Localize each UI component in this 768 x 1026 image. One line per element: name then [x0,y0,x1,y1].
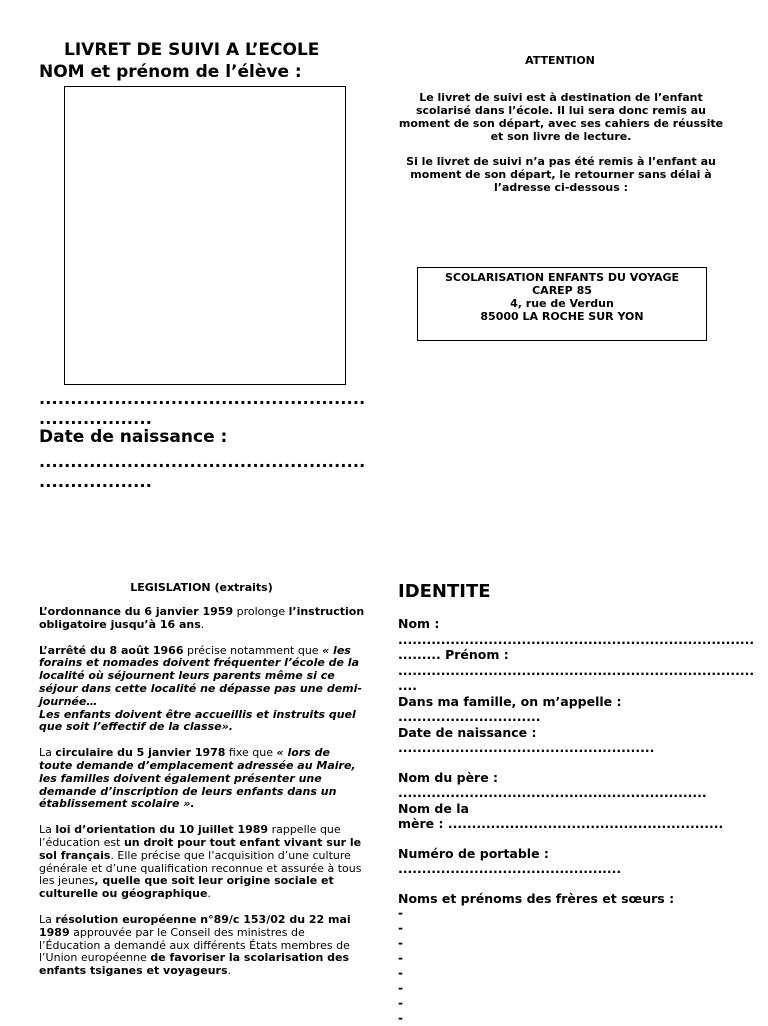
address-line-1: SCOLARISATION ENFANTS DU VOYAGE [444,271,680,284]
legislation-text-bold: un droit pour tout enfant vivant sur le sol français [39,835,362,862]
legislation-text-bold: de favoriser la scolarisation des enfants tsiganes et voyageurs [39,951,350,978]
mere-label-line-1: Nom de la [398,800,469,816]
attention-paragraph-2: Si le livret de suivi n’a pas été remis à l’enfant au moment de son départ, le retourner sans délai à l’adresse ci-dessous : [406,155,716,194]
sibling-dash[interactable]: - [398,921,403,935]
legislation-text-span: La [39,746,56,760]
legislation-text-span: fixe que [225,746,277,760]
portable-label: Numéro de portable : [398,845,549,861]
legislation-arrete-1966 [39,645,365,735]
legislation-text-span: approuvée par le Conseil des ministres de l’Éducation a demandé aux différents États membres de l’Union européenne [39,925,350,965]
naissance-dots[interactable]: ...................................................... [398,740,655,755]
legislation-text-bold: circulaire du 5 janvier 1978 [55,746,226,760]
legislation-text-span: prolonge [233,605,289,618]
legislation-loi-1989 [39,824,365,901]
address-line-4: 85000 LA ROCHE SUR YON [480,310,644,323]
legislation-title: LEGISLATION (extraits) [130,581,273,594]
legislation-text-span: . [200,617,205,631]
legislation-text-bold-italic: « lors de toute demande d’emplacement adressée au Maire, les familles doivent également présenter une demande d’inscription de leurs enfants dans un établissement scolaire ». [39,746,356,811]
sibling-dash[interactable]: - [398,981,403,995]
legislation-text [39,606,365,991]
sibling-dash[interactable]: - [398,966,403,980]
legislation-text-span: rappelle que l’éducation est [39,823,341,849]
attention-title: ATTENTION [525,54,595,67]
sibling-dash[interactable]: - [398,951,403,965]
mere-label-line-2: mère : [398,816,448,831]
name-dots-line-2: .................. [39,409,153,428]
legislation-text-bold: résolution européenne n°89/c 153/02 du 22 mai 1989 [39,912,351,939]
prenom-prefix-dots: ......... [398,647,441,662]
identity-title: IDENTITE [398,581,491,602]
freres-soeurs-list [398,906,728,1026]
prenom-dots[interactable]: ........................................................................... [398,662,755,678]
legislation-text-bold: loi d’orientation du 10 juillet 1989 [55,823,269,837]
sibling-dash[interactable]: - [398,996,403,1010]
legislation-text-span: La [39,912,56,926]
prenom-dots-end: .... [398,678,417,693]
legislation-text-bold: L’arrêté du 8 août 1966 [39,643,184,657]
birth-dots-line-1: .................................................... [39,452,366,471]
address-line-2: CAREP 85 [532,284,592,297]
name-dots-line-1: .................................................... [39,389,366,408]
photo-box [64,86,346,385]
freres-soeurs-label: Noms et prénoms des frères et sœurs : [398,890,675,906]
attention-paragraph-1: Le livret de suivi est à destination de l’enfant scolarisé dans l’école. Il lui sera donc remis au moment de son départ, avec ses cahiers de réussite et son livre de lecture. [398,91,724,143]
nom-label: Nom : [398,616,440,631]
legislation-text-bold: , quelle que soit leur origine sociale et culturelle ou géographique [39,874,334,901]
naissance-label: Date de naissance : [398,724,537,740]
nom-dots[interactable]: ........................................................................... [398,631,755,647]
student-name-label: NOM et prénom de l’élève : [39,62,302,82]
pere-dots[interactable]: ................................................................. [398,785,707,800]
prenom-label: Prénom : [440,647,509,662]
legislation-text-span: . [207,887,211,901]
legislation-text-span: précise notamment que [183,643,323,657]
legislation-resolution-1989 [39,914,365,978]
legislation-ordonnance-1959 [39,606,365,632]
identity-form [398,616,755,1026]
legislation-text-bold-italic: Les enfants doivent être accueillis et instruits quel que soit l’effectif de la classe». [39,707,356,734]
legislation-text-span: . Elle précise que l’acquisition d’une culture générale et d’une qualification reconnue et assurée à tous les jeunes [39,848,362,888]
address-line-3: 4, rue de Verdun [510,297,614,310]
booklet-title: LIVRET DE SUIVI A L’ECOLE [64,40,320,60]
pere-label: Nom du père : [398,769,499,785]
sibling-dash[interactable]: - [398,906,403,920]
legislation-text-span: La [39,823,56,837]
birth-dots-line-2: .................. [39,472,153,491]
legislation-text-span: . [227,964,232,978]
birth-date-label: Date de naissance : [39,427,228,447]
mere-dots[interactable]: .......................................................... [447,816,724,831]
famille-label: Dans ma famille, on m’appelle : [398,693,622,709]
legislation-text-bold: l’instruction obligatoire jusqu’à 16 ans [39,605,365,631]
legislation-text-bold: L’ordonnance du 6 janvier 1959 [39,605,234,618]
legislation-text-bold-italic: « les forains et nomades doivent fréquenter l’école de la localité où séjournent leurs parents même si ce séjour dans cette localité ne dépasse pas une demi-journée… [39,643,362,708]
portable-dots[interactable]: ............................................... [398,861,622,876]
sibling-dash[interactable]: - [398,1011,403,1025]
legislation-circulaire-1978 [39,747,365,811]
famille-dots[interactable]: .............................. [398,709,541,724]
sibling-dash[interactable]: - [398,936,403,950]
address-box [417,267,707,341]
